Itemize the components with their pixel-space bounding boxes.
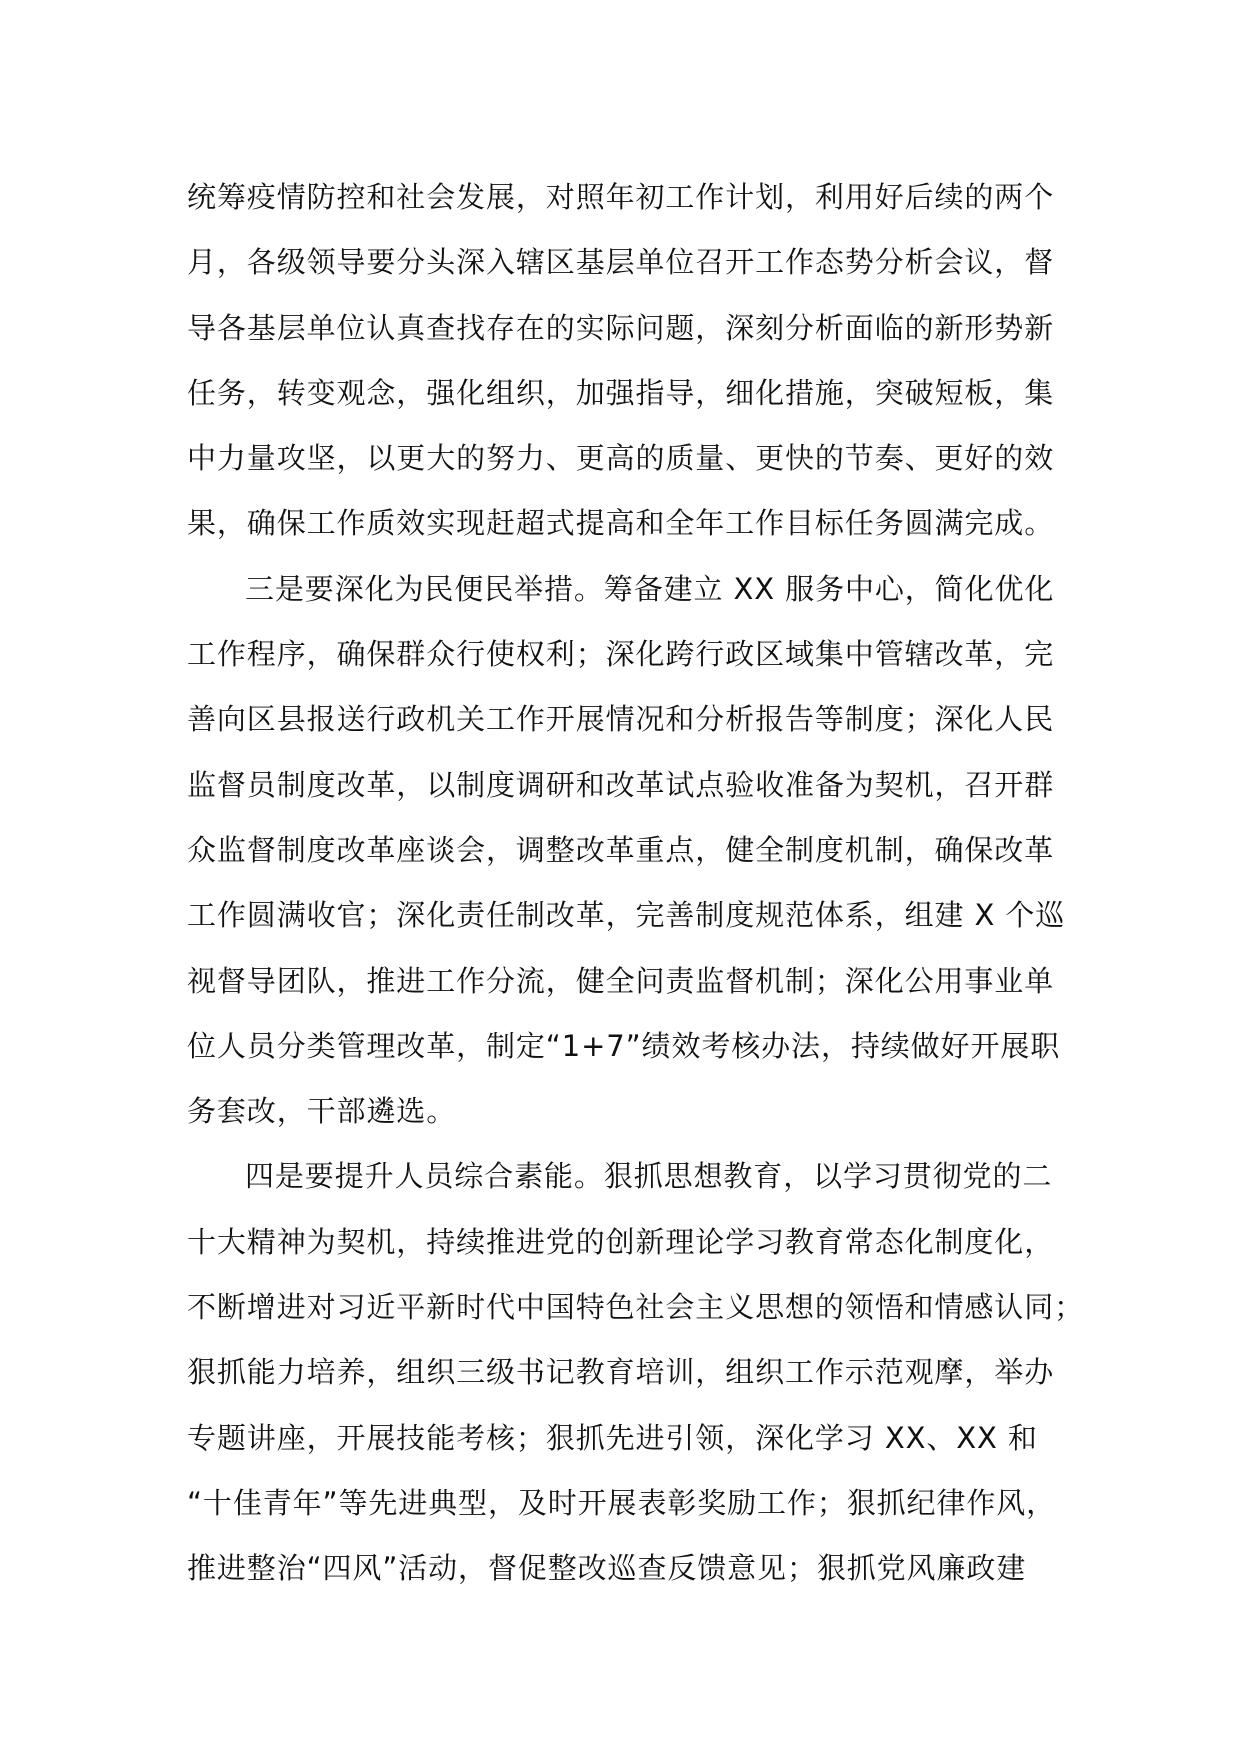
paragraph-start-line: 四是要提升人员综合素能。狠抓思想教育，以学习贯彻党的二 [245, 1159, 1053, 1194]
text-line: 十大精神为契机，持续推进党的创新理论学习教育常态化制度化， [187, 1224, 1055, 1259]
text-line: “十佳青年”等先进典型，及时开展表彰奖励工作；狠抓纪律作风， [187, 1485, 1057, 1520]
text-line: 视督导团队，推进工作分流，健全问责监督机制；深化公用事业单 [187, 963, 1055, 998]
text-line: 导各基层单位认真查找存在的实际问题，深刻分析面临的新形势新 [187, 310, 1055, 345]
text-line: 月，各级领导要分头深入辖区基层单位召开工作态势分析会议，督 [187, 245, 1055, 280]
text-line: 善向区县报送行政机关工作开展情况和分析报告等制度；深化人民 [187, 702, 1055, 737]
text-line: 任务，转变观念，强化组织，加强指导，细化措施，突破短板，集 [187, 375, 1055, 410]
text-line: 工作圆满收官；深化责任制改革，完善制度规范体系，组建 X 个巡 [187, 898, 1066, 933]
text-line: 位人员分类管理改革，制定“1+7”绩效考核办法，持续做好开展职 [187, 1028, 1061, 1063]
text-line: 不断增进对习近平新时代中国特色社会主义思想的领悟和情感认同； [187, 1290, 1085, 1325]
paragraph-start-line: 三是要深化为民便民举措。筹备建立 XX 服务中心，简化优化 [245, 571, 1055, 606]
body-text [187, 165, 1087, 1602]
text-line: 果，确保工作质效实现赶超式提高和全年工作目标任务圆满完成。 [187, 506, 1055, 541]
text-line: 专题讲座，开展技能考核；狠抓先进引领，深化学习 XX、XX 和 [187, 1420, 1038, 1455]
text-line: 务套改，干部遴选。 [187, 1094, 457, 1129]
text-line: 狠抓能力培养，组织三级书记教育培训，组织工作示范观摩，举办 [187, 1355, 1055, 1390]
text-line: 中力量攻坚，以更大的努力、更高的质量、更快的节奏、更好的效 [187, 441, 1055, 476]
text-line: 监督员制度改革，以制度调研和改革试点验收准备为契机，召开群 [187, 767, 1055, 802]
text-line: 工作程序，确保群众行使权利；深化跨行政区域集中管辖改革，完 [187, 637, 1055, 672]
text-line: 众监督制度改革座谈会，调整改革重点，健全制度机制，确保改革 [187, 832, 1055, 867]
text-line: 统筹疫情防控和社会发展，对照年初工作计划，利用好后续的两个 [187, 180, 1055, 214]
text-line: 推进整治“四风”活动，督促整改巡查反馈意见；狠抓党风廉政建 [187, 1551, 1027, 1586]
